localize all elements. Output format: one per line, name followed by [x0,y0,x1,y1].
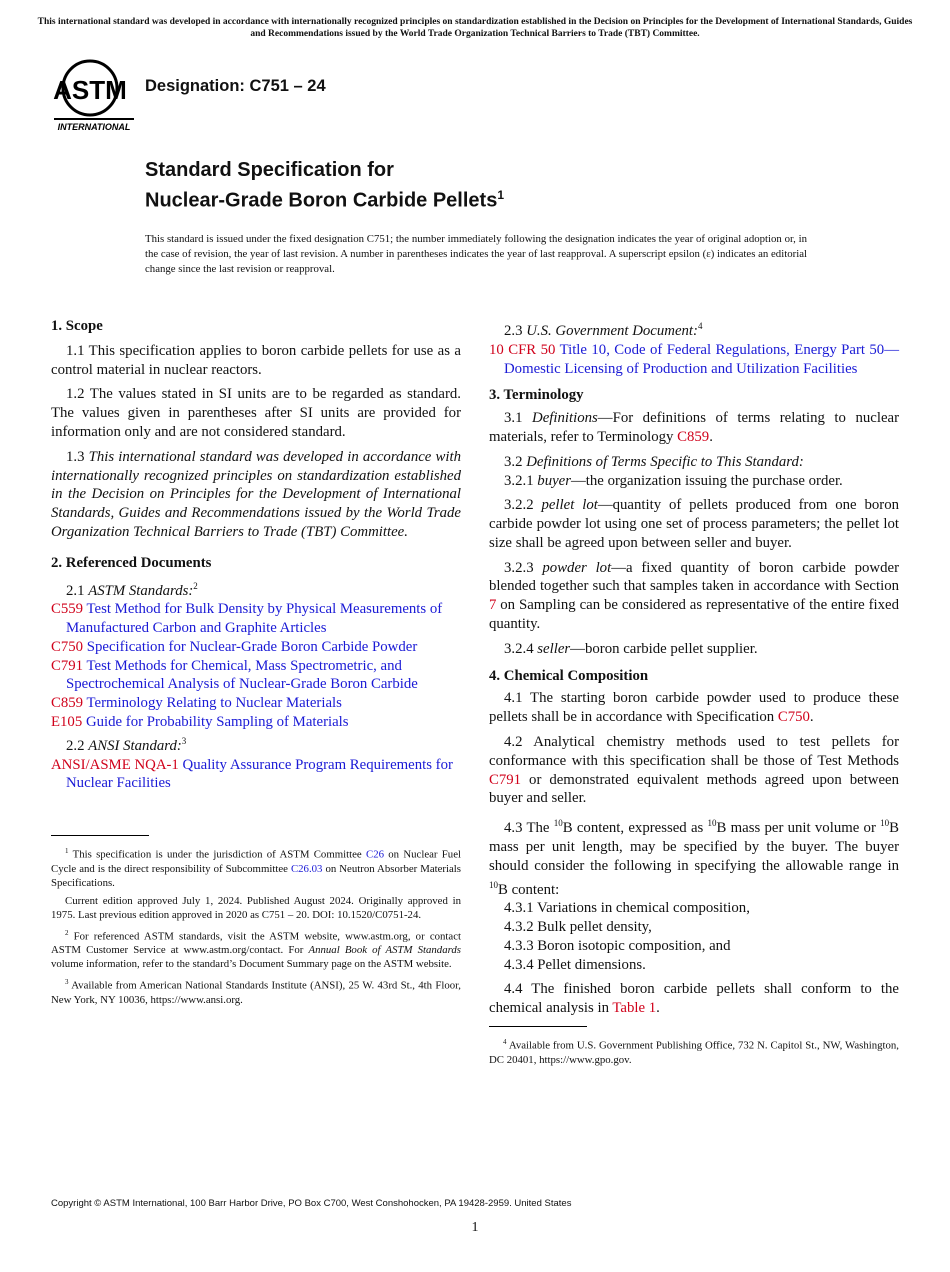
reference-title[interactable]: Guide for Probability Sampling of Materials [85,714,349,731]
footnote-rule [51,835,149,836]
c750-link[interactable]: C750 [777,709,810,726]
ansi-standard-label: 2.2 ANSI Standard:$^3$ [66,735,187,754]
chem-4-3: 4.3 The $^{10}$B content, expressed as $^{10}$B mass per unit volume or $^{10}$B mass per unit length, may be specified by the buyer. The buyer should consider the following in specifying the allowable range in $^{10}$B content: [489,818,899,898]
scope-p2: 1.2 The values stated in SI units are to be regarded as standard. The values given in parentheses after SI units are provided for information only and are not considered standard. [51,386,461,440]
title-line2: Nuclear-Grade Boron Carbide Pellets [145,189,498,212]
reference-title[interactable]: Test Method for Bulk Density by Physical Measurements of Manufactured Carbon and Graphite Articles [66,601,443,637]
section-7-link[interactable]: 7 [489,597,497,614]
logo-text: INTERNATIONAL [57,122,131,132]
reference-code[interactable]: C859 [51,695,84,712]
term-powder-lot: 3.2.3 powder lot—a fixed quantity of boron carbide powder blended together such that samples taken in accordance with Section 7 on Sampling can be considered as representative of the entire fixed quantity. [489,559,899,633]
refdocs-heading: 2. Referenced Documents [51,554,212,571]
scope-p1: 1.1 This specification applies to boron carbide pellets for use as a control material in nuclear reactors. [51,342,461,378]
c791-link[interactable]: C791 [489,771,522,788]
astm-reference-c750[interactable] [51,638,461,657]
page-title [145,158,504,214]
chem-4-2: 4.2 Analytical chemistry methods used to test pellets for conformance with this specification shall be those of Test Methods C791 or demonstrated equivalent methods agreed upon between buyer and seller. [489,734,899,807]
scope-heading: 1. Scope [51,318,103,334]
issued-note: This standard is issued under the fixed designation C751; the number immediately following the designation indicates the year of original adoption or, in the case of revision, the year of last revision. A number in parentheses indicates the year of last reapproval. A superscript epsilon (ε) indicates an editorial change since the last revision or reapproval. [145,233,807,275]
term-buyer: 3.2.1 buyer—the organization issuing the purchase order. [504,472,843,489]
chem-items-list [489,899,899,974]
chem-4-4: 4.4 The finished boron carbide pellets shall conform to the chemical analysis in Table 1. [489,981,899,1017]
right-column [489,317,899,1071]
reference-title[interactable]: Test Methods for Chemical, Mass Spectrometric, and Spectrochemical Analysis of Nuclear-Grade Boron Carbide [66,657,418,693]
terminology-heading: 3. Terminology [489,387,584,404]
term-3-1: 3.1 Definitions—For definitions of terms relating to nuclear materials, refer to Terminology C859. [489,410,900,445]
footnote-1-edition: Current edition approved July 1, 2024. Published August 2024. Originally approved in 1975. Last previous edition approved in 2020 as C751 – 20. DOI: 10.1520/C0751-24. [51,894,461,921]
reference-code[interactable]: E105 [51,714,83,731]
left-column [51,317,461,1011]
table-1-link[interactable]: Table 1 [612,1000,657,1017]
scope-p3: 1.3 This international standard was developed in accordance with internationally recognized principles on standardization established in the Decision on Principles for the Development of International Standards, Guides and Recommendations issued by the World Trade Organization Technical Barriers to Trade (TBT) Committee. [51,448,461,540]
chemical-heading: 4. Chemical Composition [489,667,649,684]
reference-code[interactable]: C750 [51,638,84,655]
chem-list-item: 4.3.3 Boron isotopic composition, and [504,937,731,954]
chem-4-1: 4.1 The starting boron carbide powder used to produce these pellets shall be in accordance with Specification C750. [489,690,899,726]
astm-reference-c859[interactable] [51,694,461,713]
reference-code[interactable]: C791 [51,657,84,674]
footnote-1: $^1$ This specification is under the jurisdiction of ASTM Committee C26 on Nuclear Fuel Cycle and is the direct responsibility of Subcommittee C26.03 on Neutron Absorber Materials Specifications. [51,847,462,889]
astm-reference-c559[interactable] [51,600,461,638]
gov-reference[interactable]: 10 CFR 50 Title 10, Code of Federal Regulations, Energy Part 50—Domestic Licensing of Production and Utilization Facilities [489,341,900,377]
term-seller: 3.2.4 seller—boron carbide pellet supplier. [504,640,758,657]
reference-code[interactable]: C559 [51,601,84,618]
astm-logo-mark: ASTM [53,75,127,105]
c26-link[interactable]: C26 [366,848,384,861]
astm-reference-e105[interactable] [51,713,461,732]
top-note: This international standard was developed in accordance with internationally recognized principles on standardization established in the Decision on Principles for the Development of International Standards, Guides and Recommendations issued by the World Trade Organization Technical Barriers to Trade (TBT) Committee. [37,17,913,39]
reference-title[interactable]: Specification for Nuclear-Grade Boron Carbide Powder [86,638,418,655]
astm-reference-list [51,600,461,732]
gov-document-label: 2.3 U.S. Government Document:$^4$ [504,321,703,339]
chem-list-item: 4.3.2 Bulk pellet density, [504,919,652,936]
astm-standards-label: 2.1 ASTM Standards:$^2$ [66,580,198,599]
chem-list-item: 4.3.1 Variations in chemical composition, [504,900,750,917]
astm-logo [52,56,136,134]
reference-title[interactable]: Terminology Relating to Nuclear Materials [86,695,342,712]
footnote-4: $^4$ Available from U.S. Government Publishing Office, 732 N. Capitol St., NW, Washington, DC 20401, https://www.gpo.gov. [489,1038,900,1066]
footnote-2: $^2$ For referenced ASTM standards, visit the ASTM website, www.astm.org, or contact ASTM Customer Service at www.astm.org/contact. For Annual Book of ASTM Standards volume information, refer to the standard’s Document Summary page on the ASTM website. [51,928,461,971]
astm-reference-c791[interactable] [51,657,461,695]
chem-list-item: 4.3.4 Pellet dimensions. [504,956,646,973]
term-3-2: 3.2 Definitions of Terms Specific to This Standard: [504,453,804,470]
c26-03-link[interactable]: C26.03 [290,862,323,875]
ansi-reference[interactable]: ANSI/ASME NQA-1 Quality Assurance Program Requirements for Nuclear Facilities [51,756,453,792]
copyright: Copyright © ASTM International, 100 Barr Harbor Drive, PO Box C700, West Conshohocken, PA 19428-2959. United States [51,1198,572,1209]
astm-logo-icon [52,56,136,134]
title-footnote-marker: 1 [497,188,505,202]
designation: Designation: C751 – 24 [145,77,326,95]
page-number: 1 [471,1220,479,1235]
title-line1: Standard Specification for [145,159,394,181]
footnote-3: $^3$ Available from American National Standards Institute (ANSI), 25 W. 43rd St., 4th Floor, New York, NY 10036, https://www.ansi.org. [51,978,461,1006]
c859-link[interactable]: C859 [677,428,710,445]
term-pellet-lot: 3.2.2 pellet lot—quantity of pellets produced from one boron carbide powder lot using one set of process parameters; the pellet lot size shall be agreed upon between seller and buyer. [489,497,899,551]
footnote-rule-right [489,1026,587,1027]
